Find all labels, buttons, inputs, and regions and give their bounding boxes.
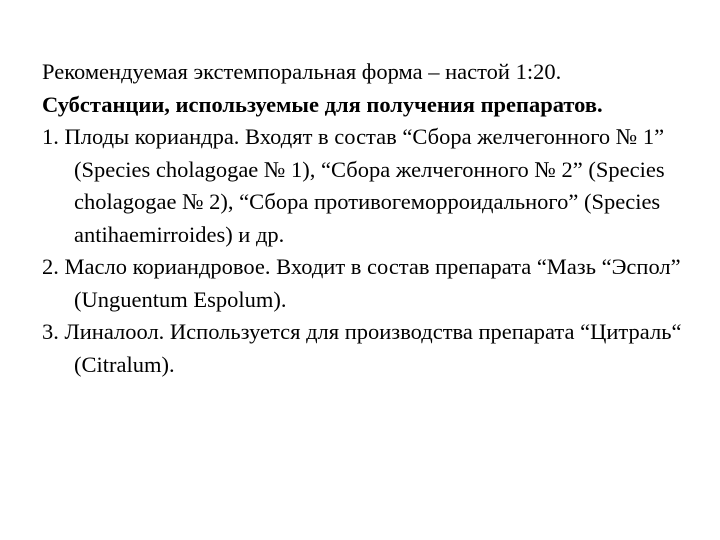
substances-heading: Субстанции, используемые для получения препаратов. [42, 91, 603, 117]
list-item-coriander-oil: 2. Масло кориандровое. Входит в состав препарата “Мазь “Эспол” (Unguentum Espolum). [42, 254, 681, 312]
recommended-form-paragraph: Рекомендуемая экстемпоральная форма – настой 1:20. [42, 59, 562, 84]
slide-body [42, 56, 682, 381]
list-item-coriander-fruits: 1. Плоды кориандра. Входят в состав “Сбора желчегонного № 1” (Species cholagogae № 1), “Сбора желчегонного № 2” (Species cholagogae № 2), “Сбора противогеморроидального” (Species antihaemirroides) и др. [42, 124, 665, 247]
list-item-linalool: 3. Линалоол. Используется для производства препарата “Цитраль“ (Citralum). [42, 319, 682, 377]
